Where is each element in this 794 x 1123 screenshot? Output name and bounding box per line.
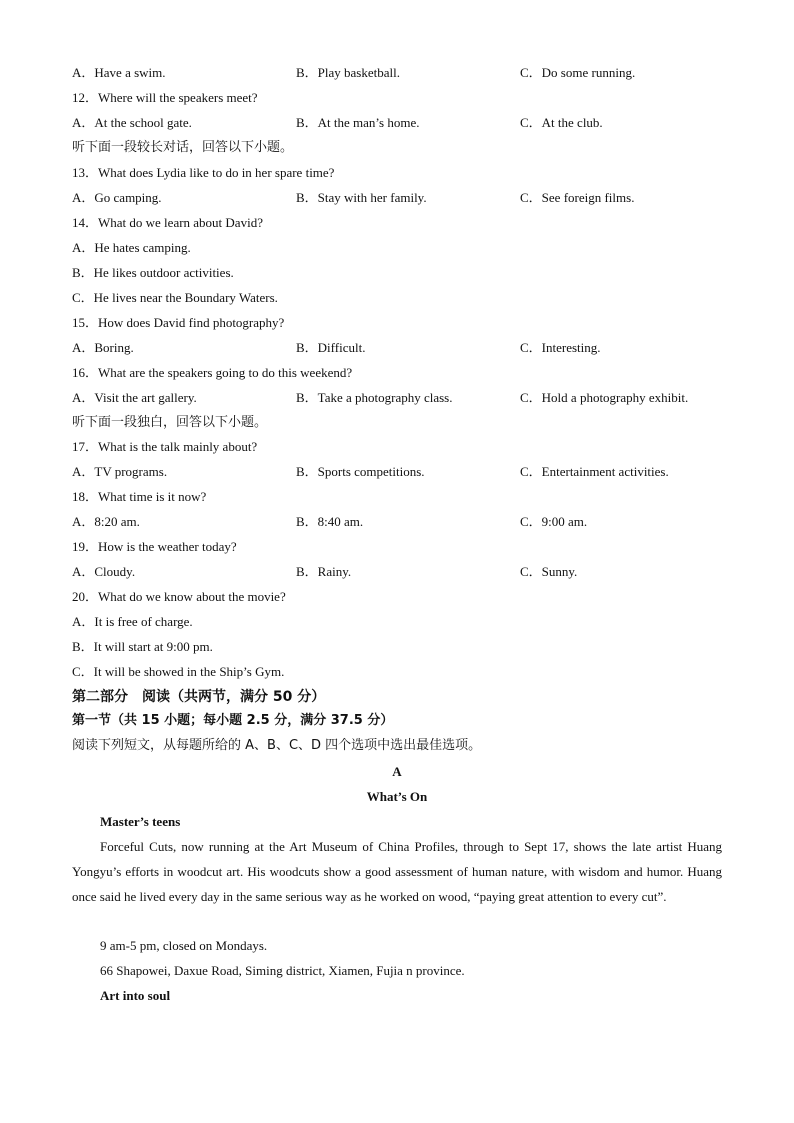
q11-option-b: B．Play basketball. xyxy=(296,65,400,80)
item2-title: Art into soul xyxy=(100,988,171,1003)
q17-option-b: B．Sports competitions. xyxy=(296,464,425,479)
q17-question: 17．What is the talk mainly about? xyxy=(72,439,258,454)
q18-option-b: B．8:40 am. xyxy=(296,514,364,529)
passage-title: What’s On xyxy=(366,789,428,804)
item1-hours: 9 am-5 pm, closed on Mondays. xyxy=(100,938,268,953)
q20-option-c: C．It will be showed in the Ship’s Gym. xyxy=(72,664,285,679)
instruction-monologue: 听下面一段独白，回答以下小题。 xyxy=(72,415,268,430)
part2-heading: 第二部分 阅读（共两节，满分 50 分） xyxy=(72,689,326,705)
q13-option-b: B．Stay with her family. xyxy=(296,190,427,205)
q15-option-b: B．Difficult. xyxy=(296,340,366,355)
q19-option-b: B．Rainy. xyxy=(296,564,352,579)
reading-instruction: 阅读下列短文，从每题所给的 A、B、C、D 四个选项中选出最佳选项。 xyxy=(72,738,482,753)
instruction-long-dialogue: 听下面一段较长对话，回答以下小题。 xyxy=(72,140,294,155)
q18-question: 18．What time is it now? xyxy=(72,489,207,504)
section1-heading: 第一节（共 15 小题；每小题 2.5 分，满分 37.5 分） xyxy=(72,713,394,728)
q15-question: 15．How does David find photography? xyxy=(72,315,285,330)
q19-option-c: C．Sunny. xyxy=(520,564,578,579)
item1-title: Master’s teens xyxy=(100,814,181,829)
q16-option-c: C．Hold a photography exhibit. xyxy=(520,390,689,405)
q11-option-a: A．Have a swim. xyxy=(72,65,166,80)
q18-option-a: A．8:20 am. xyxy=(72,514,140,529)
q12-option-a: A．At the school gate. xyxy=(72,115,192,130)
q14-question: 14．What do we learn about David? xyxy=(72,215,263,230)
q18-option-c: C．9:00 am. xyxy=(520,514,588,529)
q19-question: 19．How is the weather today? xyxy=(72,539,237,554)
q15-option-a: A．Boring. xyxy=(72,340,134,355)
q14-option-b: B．He likes outdoor activities. xyxy=(72,265,234,280)
q16-option-a: A．Visit the art gallery. xyxy=(72,390,197,405)
q17-option-a: A．TV programs. xyxy=(72,464,168,479)
q15-option-c: C．Interesting. xyxy=(520,340,601,355)
q14-option-c: C．He lives near the Boundary Waters. xyxy=(72,290,278,305)
q12-option-b: B．At the man’s home. xyxy=(296,115,420,130)
q13-question: 13．What does Lydia like to do in her spare time? xyxy=(72,165,335,180)
q13-option-a: A．Go camping. xyxy=(72,190,162,205)
item1-address: 66 Shapowei, Daxue Road, Siming district, Xiamen, Fujia n province. xyxy=(100,963,465,978)
q12-option-c: C．At the club. xyxy=(520,115,603,130)
q11-option-c: C．Do some running. xyxy=(520,65,636,80)
q20-option-a: A．It is free of charge. xyxy=(72,614,193,629)
q20-question: 20．What do we know about the movie? xyxy=(72,589,286,604)
q13-option-c: C．See foreign films. xyxy=(520,190,635,205)
q16-question: 16．What are the speakers going to do this weekend? xyxy=(72,365,353,380)
passage-letter: A xyxy=(392,764,402,779)
item1-body: Forceful Cuts, now running at the Art Museum of China Profiles, through to Sept 17, shows the late artist Huang Yongyu’s efforts in woodcut art. His woodcuts show a good assessment of human nature, with wisdom and humor. Huang once said he lived every day in the same serious way as he worked on wood, “paying great attention to every cut”. xyxy=(72,839,722,904)
q20-option-b: B．It will start at 9:00 pm. xyxy=(72,639,213,654)
q14-option-a: A．He hates camping. xyxy=(72,240,191,255)
q19-option-a: A．Cloudy. xyxy=(72,564,136,579)
q12-question: 12．Where will the speakers meet? xyxy=(72,90,258,105)
q16-option-b: B．Take a photography class. xyxy=(296,390,453,405)
q17-option-c: C．Entertainment activities. xyxy=(520,464,669,479)
